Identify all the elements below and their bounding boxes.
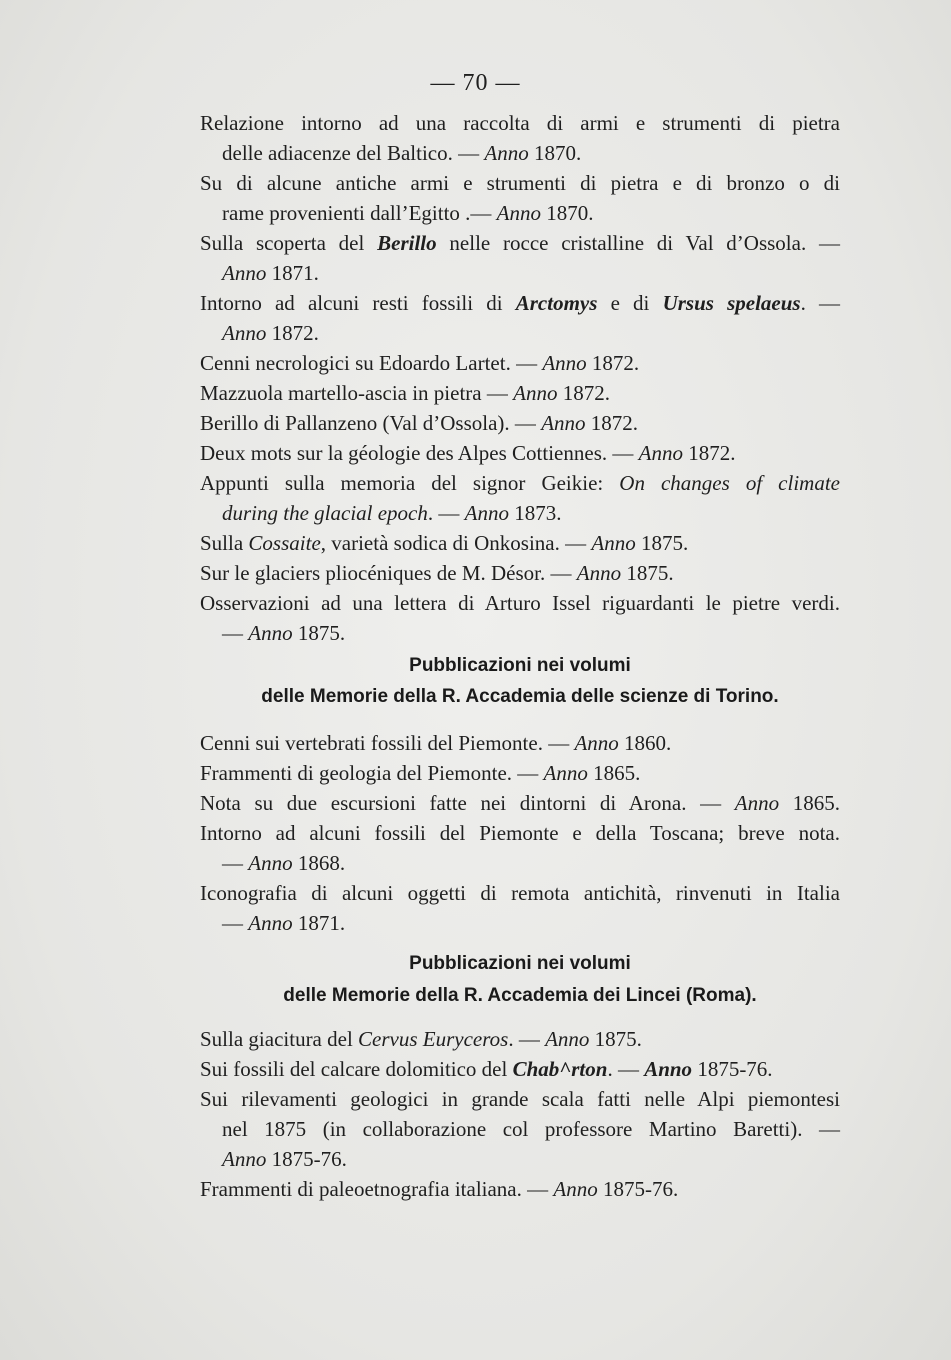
bibliography-line: during the glacial epoch. — Anno 1873. [222, 501, 562, 525]
bibliography-line: Frammenti di geologia del Piemonte. — Anno 1865. [200, 761, 641, 785]
bibliography-line: Su di alcune antiche armi e strumenti di pietra e di bronzo o di [200, 171, 840, 195]
section-subheading-lincei: delle Memorie della R. Accademia dei Lincei (Roma). [283, 985, 757, 1006]
bibliography-line: — Anno 1871. [222, 911, 346, 935]
page-number: — 70 — [430, 70, 521, 96]
bibliography-line: rame provenienti dall’Egitto .— Anno 1870. [222, 201, 594, 225]
bibliography-line: Iconografia di alcuni oggetti di remota antichità, rinvenuti in Italia [200, 881, 840, 905]
bibliography-line: Relazione intorno ad una raccolta di armi e strumenti di pietra [200, 111, 840, 135]
bibliography-line: — Anno 1868. [222, 851, 346, 875]
section-heading-turin: Pubblicazioni nei volumi [409, 655, 631, 676]
bibliography-line: delle adiacenze del Baltico. — Anno 1870. [222, 141, 582, 165]
bibliography-line: Sui rilevamenti geologici in grande scala fatti nelle Alpi piemontesi [200, 1087, 840, 1111]
bibliography-line: Berillo di Pallanzeno (Val d’Ossola). — Anno 1872. [200, 411, 639, 435]
bibliography-line: — Anno 1875. [222, 621, 346, 645]
bibliography-line: Osservazioni ad una lettera di Arturo Issel riguardanti le pietre verdi. [200, 591, 840, 615]
bibliography-line: Nota su due escursioni fatte nei dintorni di Arona. — Anno 1865. [200, 791, 841, 815]
bibliography-line: Anno 1872. [222, 321, 319, 345]
bibliography-line: Anno 1875-76. [222, 1147, 347, 1171]
bibliography-line: nel 1875 (in collaborazione col professore Martino Baretti). — [222, 1117, 840, 1141]
bibliography-line: Sulla giacitura del Cervus Euryceros. — Anno 1875. [200, 1027, 642, 1051]
bibliography-line: Anno 1871. [222, 261, 319, 285]
bibliography-line: Cenni necrologici su Edoardo Lartet. — Anno 1872. [200, 351, 640, 375]
bibliography-line: Cenni sui vertebrati fossili del Piemonte. — Anno 1860. [200, 731, 672, 755]
bibliography-line: Intorno ad alcuni resti fossili di Arctomys e di Ursus spelaeus. — [200, 291, 841, 315]
section-subheading-turin: delle Memorie della R. Accademia delle scienze di Torino. [261, 686, 779, 707]
bibliography-line: Sulla scoperta del Berillo nelle rocce cristalline di Val d’Ossola. — [200, 231, 840, 255]
bibliography-line: Appunti sulla memoria del signor Geikie: On changes of climate [200, 471, 840, 495]
bibliography-line: Intorno ad alcuni fossili del Piemonte e della Toscana; breve nota. [200, 821, 840, 845]
bibliography-line: Frammenti di paleoetnografia italiana. — Anno 1875-76. [200, 1177, 679, 1201]
bibliography-line: Sur le glaciers pliocéniques de M. Désor. — Anno 1875. [200, 561, 674, 585]
bibliography-line: Sui fossili del calcare dolomitico del Chab^rton. — Anno 1875-76. [200, 1057, 773, 1081]
bibliography-line: Mazzuola martello-ascia in pietra — Anno 1872. [200, 381, 610, 405]
bibliography-line: Deux mots sur la géologie des Alpes Cottiennes. — Anno 1872. [200, 441, 736, 465]
bibliography-line: Sulla Cossaite, varietà sodica di Onkosina. — Anno 1875. [200, 531, 689, 555]
section-heading-lincei: Pubblicazioni nei volumi [409, 953, 631, 974]
